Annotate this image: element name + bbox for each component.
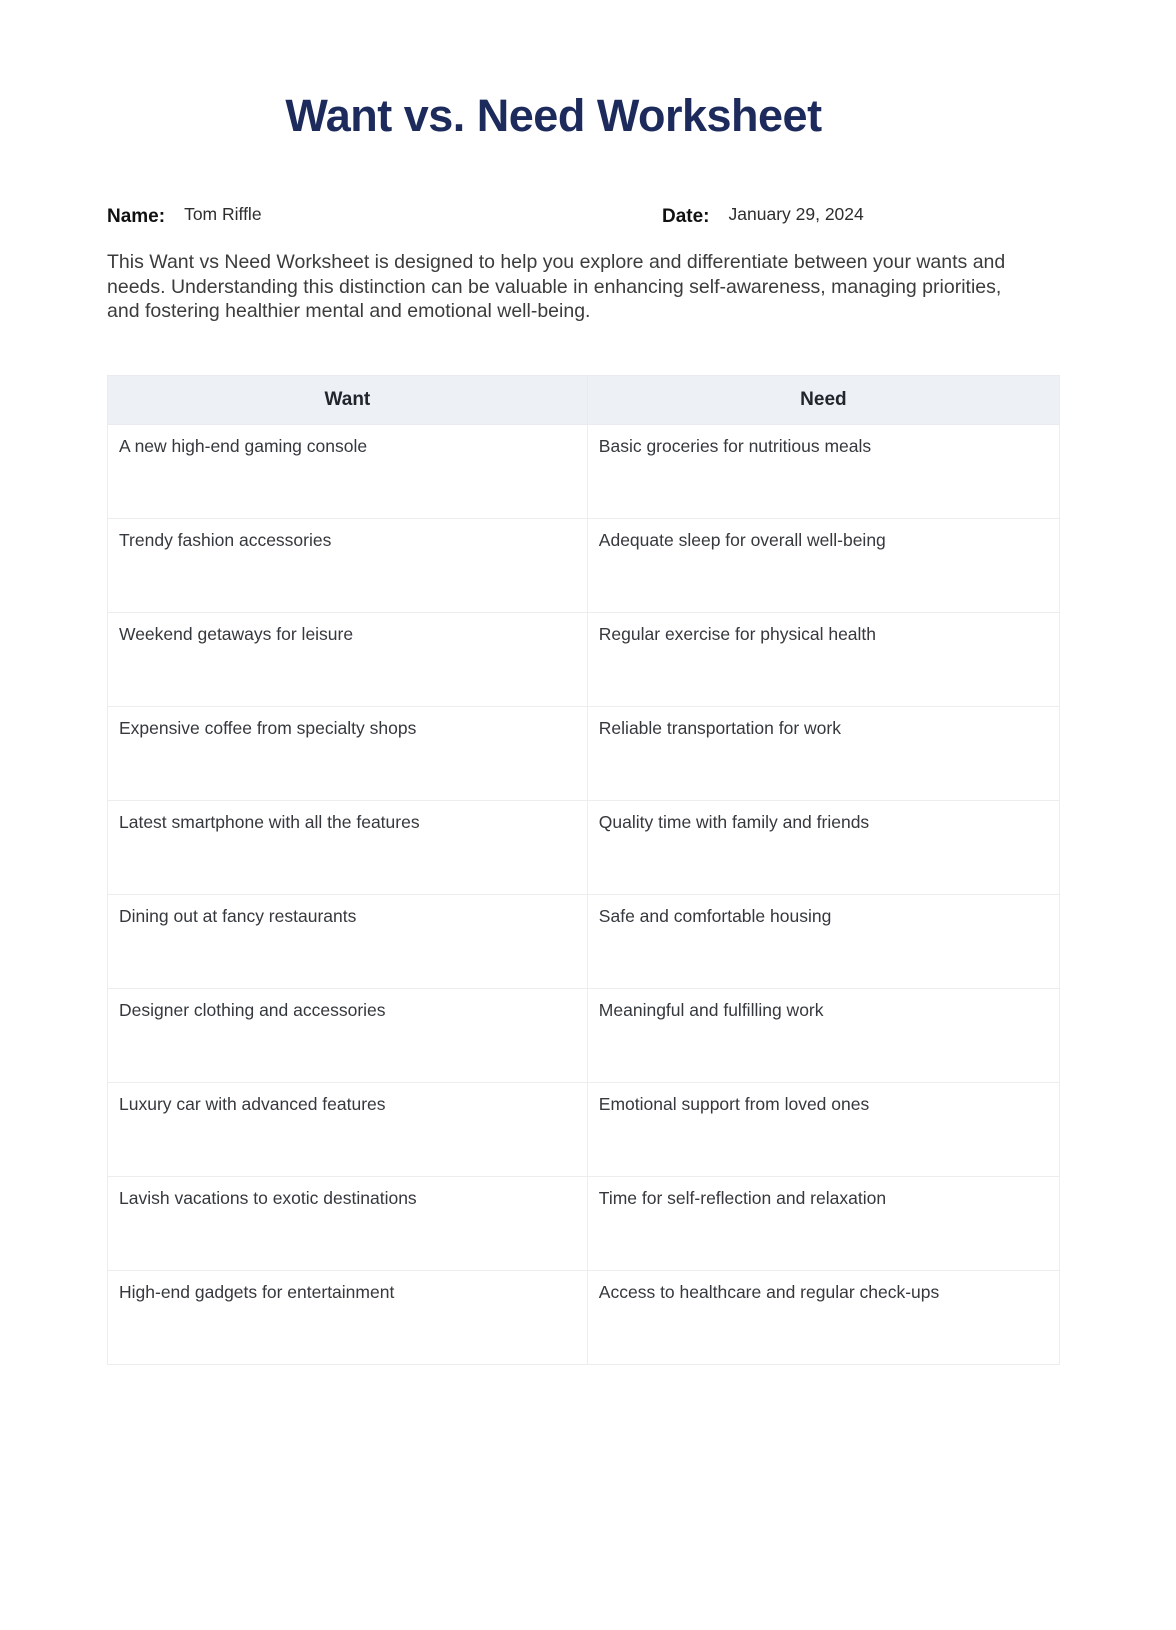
table-row xyxy=(108,1083,1060,1177)
table-row xyxy=(108,519,1060,613)
want-need-table xyxy=(107,375,1060,1365)
need-cell: Adequate sleep for overall well-being xyxy=(587,519,1059,613)
need-cell: Regular exercise for physical health xyxy=(587,613,1059,707)
table-row xyxy=(108,613,1060,707)
date-label: Date: xyxy=(662,206,710,227)
want-cell: A new high-end gaming console xyxy=(108,425,588,519)
table-row xyxy=(108,895,1060,989)
want-cell: Trendy fashion accessories xyxy=(108,519,588,613)
need-column-header: Need xyxy=(587,376,1059,425)
want-cell: Latest smartphone with all the features xyxy=(108,801,588,895)
date-field xyxy=(662,206,864,228)
want-cell: High-end gadgets for entertainment xyxy=(108,1271,588,1365)
table-row xyxy=(108,425,1060,519)
table-row xyxy=(108,707,1060,801)
need-cell: Emotional support from loved ones xyxy=(587,1083,1059,1177)
want-cell: Dining out at fancy restaurants xyxy=(108,895,588,989)
table-row xyxy=(108,1271,1060,1365)
name-value: Tom Riffle xyxy=(184,204,262,224)
need-cell: Safe and comfortable housing xyxy=(587,895,1059,989)
need-cell: Quality time with family and friends xyxy=(587,801,1059,895)
intro-paragraph: This Want vs Need Worksheet is designed to help you explore and differentiate between your wants and needs. Understanding this distinction can be valuable in enhancing self-awareness, managing priorities, and fostering healthier mental and emotional well-being. xyxy=(107,251,1006,322)
need-cell: Basic groceries for nutritious meals xyxy=(587,425,1059,519)
want-cell: Lavish vacations to exotic destinations xyxy=(108,1177,588,1271)
want-cell: Luxury car with advanced features xyxy=(108,1083,588,1177)
need-cell: Reliable transportation for work xyxy=(587,707,1059,801)
date-value: January 29, 2024 xyxy=(728,204,864,224)
name-label: Name: xyxy=(107,206,166,227)
need-cell: Meaningful and fulfilling work xyxy=(587,989,1059,1083)
want-column-header: Want xyxy=(108,376,588,425)
want-cell: Designer clothing and accessories xyxy=(108,989,588,1083)
table-row xyxy=(108,801,1060,895)
page-title: Want vs. Need Worksheet xyxy=(285,90,822,141)
table-row xyxy=(108,989,1060,1083)
fields-row xyxy=(107,206,1024,238)
want-cell: Expensive coffee from specialty shops xyxy=(108,707,588,801)
want-cell: Weekend getaways for leisure xyxy=(108,613,588,707)
table-row xyxy=(108,1177,1060,1271)
need-cell: Access to healthcare and regular check-ups xyxy=(587,1271,1059,1365)
name-field xyxy=(107,206,262,228)
need-cell: Time for self-reflection and relaxation xyxy=(587,1177,1059,1271)
table-header-row xyxy=(108,376,1060,425)
